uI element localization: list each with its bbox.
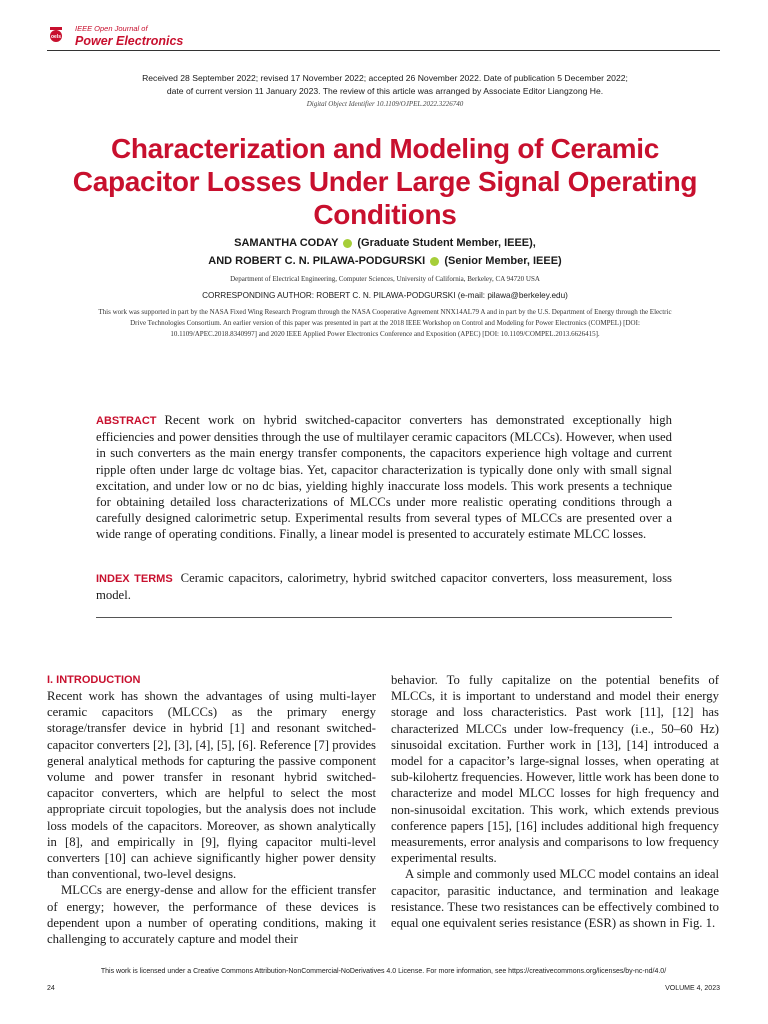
journal-logo-icon <box>47 25 65 43</box>
corresponding-author: CORRESPONDING AUTHOR: ROBERT C. N. PILAWA-PODGURSKI (e-mail: pilawa@berkeley.edu) <box>202 291 568 300</box>
body-column-right <box>391 672 719 931</box>
dates-line-1: Received 28 September 2022; revised 17 November 2022; accepted 26 November 2022. Date of publication 5 December 2022; <box>142 73 628 83</box>
index-terms-text: Ceramic capacitors, calorimetry, hybrid switched capacitor converters, loss measurement, loss model. <box>96 571 672 603</box>
index-terms-label: INDEX TERMS <box>96 573 173 585</box>
abstract <box>96 412 672 543</box>
paragraph: MLCCs are energy-dense and allow for the efficient transfer of energy; however, the performance of these devices is dependent upon a number of operating conditions, making it challenging to accurately capture and model their <box>47 883 376 947</box>
paragraph: A simple and commonly used MLCC model contains an ideal capacitor, parasitic inductance, and termination and leakage resistance. These two resistances can be effectively combined to equal one equivalent series resistance (ESR) as shown in Fig. 1. <box>391 867 719 931</box>
journal-small-title: IEEE Open Journal of <box>75 24 148 33</box>
license-note: This work is licensed under a Creative Commons Attribution-NonCommercial-NoDerivatives 4.0 License. For more information, see https://creativecommons.org/licenses/by-nc-nd/4.0/ <box>100 968 667 975</box>
paper-title: Characterization and Modeling of Ceramic Capacitor Losses Under Large Signal Operating Conditions <box>72 133 698 230</box>
logo-text: oels <box>50 34 62 40</box>
paragraph: behavior. To fully capitalize on the potential benefits of MLCCs, it is important to understand and model their energy storage and loss characteristics. Past work [11], [12] has characterized MLCCs under low-frequency (i.e., 50–60 Hz) sinusoidal excitation. Further work in [13], [14] introduced a model for a capacitor’s large-signal losses, when operating at sub-kilohertz frequencies. However, little work has been done to characterize and model MLCC losses for high frequency and non-sinusoidal excitation. This work, which extends previous conference papers [15], [16] includes additional high frequency measurements, error analysis and comparisons to low frequency experimental results. <box>391 673 719 866</box>
body-column-left <box>47 672 376 947</box>
author-1-name: SAMANTHA CODAY <box>234 237 339 249</box>
volume-label: VOLUME 4, 2023 <box>665 985 720 992</box>
abstract-text: Recent work on hybrid switched-capacitor converters has demonstrated exceptionally high efficiencies and power densities through the use of multilayer ceramic capacitors (MLCCs). However, when used in such converters as the main energy transfer components, the capacitors experience high voltage and current ripple often under large dc voltage bias. Yet, capacitor characterization is typically done only with small signal excitation, and under low or no dc bias, yielding highly inaccurate loss models. This work presents a technique for obtaining detailed loss characterizations of MLCCs under more realistic operating conditions through a carefully designed calorimetric setup. Experimental results from several types of MLCCs are presented over a wide range of operating conditions. Finally, a linear model is presented to accurately estimate MLCC losses. <box>96 413 672 542</box>
affiliation: Department of Electrical Engineering, Computer Sciences, University of California, Berkeley, CA 94720 USA <box>230 275 540 283</box>
index-terms <box>96 570 672 603</box>
abstract-label: ABSTRACT <box>96 415 157 427</box>
author-2-role: (Senior Member, IEEE) <box>444 255 562 267</box>
orcid-icon[interactable] <box>343 239 352 248</box>
author-2-name: AND ROBERT C. N. PILAWA-PODGURSKI <box>208 255 426 267</box>
author-line-2 <box>60 255 710 267</box>
orcid-icon[interactable] <box>430 257 439 266</box>
author-1-role: (Graduate Student Member, IEEE), <box>357 237 536 249</box>
paragraph: Recent work has shown the advantages of using multi-layer ceramic capacitors (MLCCs) as the primary energy storage/transfer device in hybrid [1] and resonant switched-capacitor converters [2], [3], [4], [5], [6]. Reference [7] provides general analytical methods for capturing the passive component volume and power transfer in resonant hybrid switched-capacitor converters, which are helpful to select the most appropriate circuit topologies, but the analysis does not include loss models of the capacitors. Moreover, as shown analytically in [8], and empirically in [9], flying capacitor multi-level converters [10] can achieve significantly higher power density than conventional, two-level designs. <box>47 689 376 882</box>
abstract-divider <box>96 617 672 618</box>
journal-name: Power Electronics <box>75 34 184 48</box>
publication-dates <box>80 72 690 98</box>
section-heading: I. INTRODUCTION <box>47 674 141 686</box>
dates-line-2: date of current version 11 January 2023. The review of this article was arranged by Associate Editor Liangzong He. <box>166 86 604 96</box>
header-divider <box>47 50 720 51</box>
author-line-1 <box>60 237 710 249</box>
funding-note: This work was supported in part by the NASA Fixed Wing Research Program through the NASA Cooperative Agreement NNX14AL79 A and in part by the U.S. Department of Energy through the Electric Drive Technologies Consortium. An earlier version of this paper was presented in part at the 2018 IEEE Workshop on Control and Modeling for Power Electronics (COMPEL) [DOI: 10.1109/APEC.2018.8340997] and 2020 IEEE Applied Power Electronics Conference and Exposition (APEC) [DOI: 10.1109/COMPEL.2013.6626415]. <box>98 308 672 338</box>
page-number: 24 <box>47 985 55 992</box>
doi: Digital Object Identifier 10.1109/OJPEL.2022.3226740 <box>306 100 464 108</box>
